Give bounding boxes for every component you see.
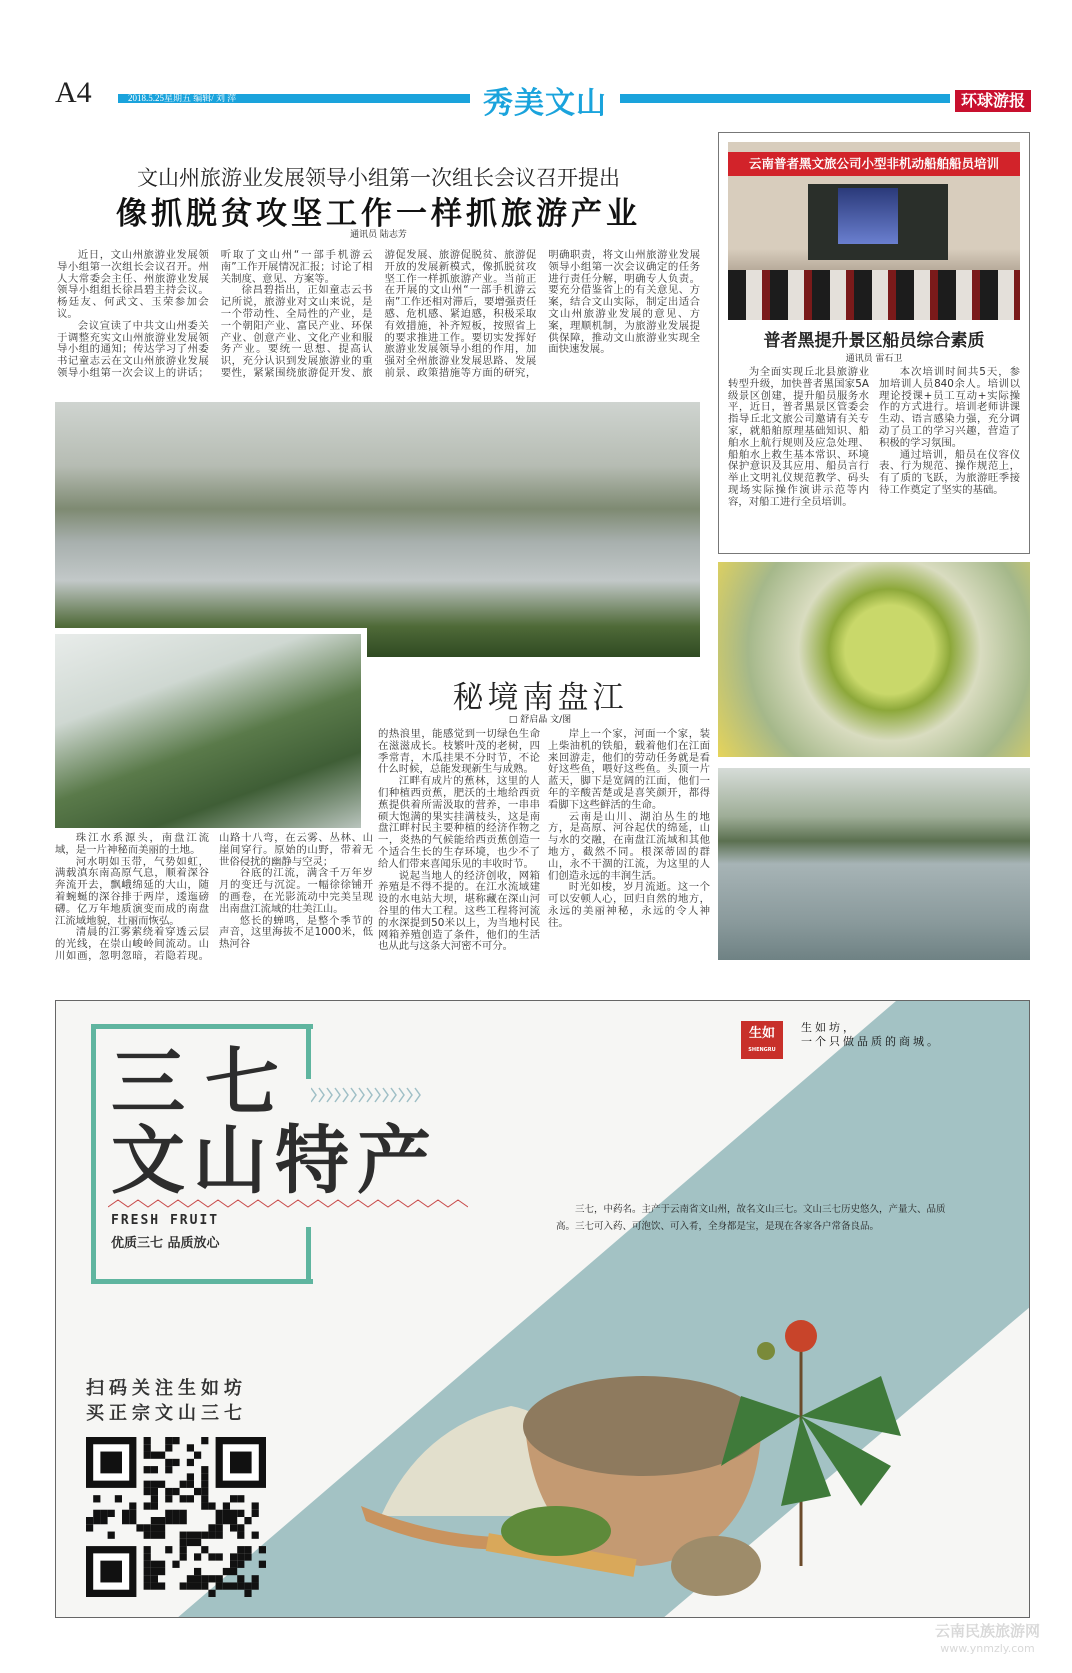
- photo-banner: 云南普者黑文旅公司小型非机动船舶船员培训: [728, 152, 1020, 176]
- paragraph: 珠江水系源头，南盘江流域，是一片神秘而美丽的土地。: [55, 832, 209, 856]
- date-editor: 2018.5.25星期五 编辑/ 刘 萍: [128, 93, 237, 103]
- river-valley-photo: [55, 402, 700, 657]
- chevrons-icon: [311, 1085, 431, 1105]
- article2-box: [718, 132, 1030, 554]
- paragraph: 谷底的江流，满含千万年岁月的变迁与沉淀。一幅徐徐铺开的画卷，在光影流动中完美呈现出南盘江流域的壮美江山。: [219, 867, 373, 915]
- qr-code[interactable]: [86, 1437, 266, 1597]
- section-title: 秀美文山: [470, 78, 620, 122]
- scan-line-1: 扫码关注生如坊: [86, 1378, 247, 1399]
- logo-subtext: SHENGRU: [748, 1047, 776, 1053]
- projector-screen: [838, 188, 898, 244]
- shengru-logo: [741, 1021, 783, 1059]
- article1-headline: 像抓脱贫攻坚工作一样抓旅游产业: [116, 196, 641, 232]
- zigzag-divider: [108, 1199, 468, 1209]
- mountain-road-photo: [55, 628, 367, 828]
- training-photo: [728, 142, 1020, 320]
- paragraph: 会议宣读了中共文山州委关于调整充实文山州旅游业发展领导小组的通知；传达学习了州委书记童志云在文山州旅游业发展领导小组第一次会议上的讲话；听取了文山州“一部手机游云南”工作开展情况汇报；讨论了相关制度、意见、方案等。: [57, 249, 373, 379]
- paragraph: 云南是山川、湖泊丛生的地方，是高原、河谷起伏的绵延，山与水的交融，在南盘江流域和其他地方，截然不同。根深蒂固的群山，永不干涸的江流，为这里的人们创造永远的丰润生活。: [548, 810, 710, 882]
- article3-body-part2: [378, 729, 710, 953]
- paragraph: 时光如梭，岁月流逝。这一个可以安顿人心，回归自然的地方，永远的美丽神秘，永远的令人神往。: [548, 881, 710, 929]
- teal-frame: [306, 1227, 311, 1284]
- teal-frame: [306, 1024, 311, 1079]
- ad-title-line1: 三七: [111, 1040, 299, 1126]
- sanqi-advertisement: [55, 1000, 1030, 1618]
- page-number: A4: [55, 76, 92, 109]
- logo-text: 生如: [748, 1026, 775, 1041]
- tagline-2: 一个只做品质的商城。: [801, 1035, 941, 1048]
- article3-byline: □ 舒启晶 文/图: [508, 715, 572, 725]
- scan-prompt: [86, 1376, 247, 1426]
- paragraph: 岸上一个家，河面一个家，装上柴油机的铁船，载着他们在江面来回游走，他们的劳动任务就是看好这些鱼，喂好这些鱼。头顶一片蓝天，脚下是宽阔的江面，他们一年的辛酸苦楚或是喜笑颜开，都得看脚下这些鲜活的生命。: [548, 728, 710, 811]
- paragraph: 的热浪里，能感觉到一切绿色生命在滋滋成长。枝繁叶茂的老树，四季常青，木瓜挂果不分时节，不论什么时候，总能发现新生与成熟。: [378, 728, 540, 776]
- ad-description: 三七，中药名。主产于云南省文山州，故名文山三七。文山三七历史悠久，产量大、品质高。三七可入药、可泡饮、可入肴，全身都是宝，是现在各家各户常备良品。: [556, 1204, 946, 1232]
- paragraph: 河水明如玉带，气势如虹，满载滇东南高原气息，顺着深谷奔流开去，飘峨绵延的大山，随着蜿蜒的深谷排于两岸，逶迤磅礴。亿万年地质演变而成的南盘江流域地貌，壮丽而恢弘。: [55, 855, 209, 927]
- sanqi-products-image: [361, 1316, 911, 1606]
- paragraph: 通过培训，船员在仪容仪表、行为规范、操作规范上，有了质的飞跃，为旅游旺季接待工作奠定了坚实的基础。: [879, 448, 1020, 496]
- newspaper-name: 环球游报: [955, 90, 1031, 112]
- ad-slogan: 优质三七 品质放心: [111, 1236, 220, 1251]
- audience: [728, 270, 1020, 320]
- banana-photo: [718, 562, 1030, 757]
- paragraph: 近日，文山州旅游业发展领导小组第一次组长会议召开。州人大常委会主任、州旅游业发展领导小组组长徐昌碧主持会议。杨廷友、何武文、玉荣参加会议。: [57, 249, 209, 320]
- watermark: [935, 1622, 1040, 1658]
- river-boat-photo: [718, 768, 1030, 960]
- watermark-name: 云南民族旅游网: [935, 1622, 1041, 1640]
- paragraph: 本次培训时间共5天，参加培训人员840余人。培训以理论授课+员工互动+实际操作的方式进行。培训老师讲课生动、语言感染力强，充分调动了员工的学习兴趣，营造了积极的学习氛围。: [879, 366, 1020, 449]
- article2-byline: 通讯员 雷石卫: [845, 354, 903, 364]
- ad-title-line2: 文山特产: [111, 1118, 439, 1204]
- article1-byline: 通讯员 陆志芳: [350, 230, 407, 240]
- paragraph: 徐昌碧指出，正如童志云书记所说，旅游业对文山来说，是一个带动性、全局性的产业，是一个朝阳产业、富民产业、环保产业、创意产业、文化产业和服务产业。要统一思想、提高认识，充分认识到发展旅游业的重要性，紧紧围绕旅游促开发、旅游促发展、旅游促脱贫、旅游促开放的发展新模式，像抓脱贫攻坚工作一样抓旅游产业。当前正在开展的文山州“一部手机游云南”工作还相对滞后，要增强责任感、危机感、紧迫感，积极采取有效措施，补齐短板，按照省上的要求推进工作。要切实发挥好旅游业发展领导小组的作用，加强对全州旅游业发展思路、发展前景、政策措施等方面的研究，明确职责，将文山州旅游业发展领导小组第一次会议确定的任务进行责任分解，明确专人负责。要充分借鉴省上的有关意见、方案，结合文山实际，制定出适合文山州旅游业发展的意见、方案，理顺机制，为旅游业发展提供保障，推动文山旅游业实现全面快速发展。: [220, 249, 700, 379]
- paragraph: 江畔有成片的蕉林，这里的人们种植西贡蕉，肥沃的土地给西贡蕉提供着所需汲取的营养，一串串硕大饱满的果实挂满枝头，这是南盘江畔村民主要种植的经济作物之一，炎热的气候能给西贡蕉创造一个适合生长的生存环境，也少不了给人们带来喜闻乐见的丰收时节。: [378, 775, 540, 870]
- article3-body-part1: [55, 833, 373, 963]
- watermark-url: www.ynmzly.com: [940, 1642, 1035, 1655]
- article1-kicker: 文山州旅游业发展领导小组第一次组长会议召开提出: [137, 166, 620, 190]
- paragraph: 清晨的江雾萦绕着穿透云层的光线，在崇山峻岭间流动。山川如画，忽明忽暗，若隐若现。山路十八弯，在云雾、丛林、山崖间穿行。原始的山野，带着无世俗侵扰的幽静与空灵；: [55, 832, 373, 962]
- paragraph: 说起当地人的经济创收，网箱养殖是不得不提的。在江水流域建设的水电站大坝，堪称藏在深山河谷里的伟大工程。这些工程将河流的水深提到50米以上，为当地村民网箱养殖创造了条件，他们的生活也从此与这条大河密不可分。: [378, 869, 540, 953]
- article1-body: [57, 250, 700, 380]
- article2-headline: 普者黑提升景区船员综合素质: [763, 331, 985, 351]
- header-rule-right: [620, 94, 950, 103]
- ad-tagline: [801, 1021, 941, 1049]
- scan-line-2: 买正宗文山三七: [86, 1403, 247, 1424]
- paragraph: 为全面实现丘北县旅游业转型升级，加快普者黑国家5A级景区创建，提升船员服务水平，近日，普者黑景区管委会指导丘北文旅公司邀请有关专家，就船舶原理基础知识、船舶水上航行规则及应急处理、船舶水上救生基本常识、环境保护意识及其应用、船员言行举止文明礼仪规范教学、码头现场实际操作演讲示范等内容，对船工进行全员培训。: [728, 366, 869, 508]
- fresh-fruit-label: FRESH FRUIT: [111, 1213, 220, 1228]
- paragraph: 悠长的蝉鸣，是整个季节的声音，这里海拔不足1000米，低热河谷: [219, 914, 373, 951]
- article3-headline: 秘境南盘江: [452, 680, 628, 716]
- article2-body: [728, 367, 1020, 509]
- tagline-1: 生如坊，: [801, 1021, 857, 1034]
